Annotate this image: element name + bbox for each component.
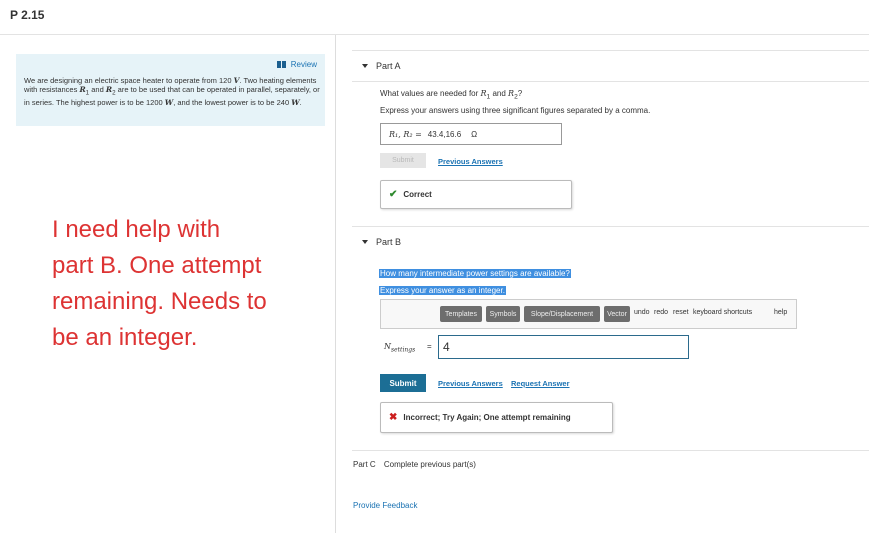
part-b-question: How many intermediate power settings are available? [380, 269, 570, 278]
problem-statement: We are designing an electric space heater to operate from 120 V. Two heating elements with resistances $R_1$ and $R_2$ are to be used that can be operated in parallel, separately, or in series. The highest power is to be 1200 W, and the lowest power is to be 240 W. [24, 76, 320, 107]
feedback-text: Correct [403, 190, 432, 199]
redo-button[interactable]: redo [654, 309, 669, 316]
part-b-top-rule [352, 226, 869, 227]
equation-toolbar [380, 299, 797, 329]
note-line: remaining. Needs to [52, 288, 267, 315]
provide-feedback-link[interactable]: Provide Feedback [353, 501, 418, 510]
note-line: I need help with [52, 216, 221, 243]
n-settings-label: $N_{settings}$ [384, 342, 416, 354]
equals-sign: = [427, 342, 432, 351]
part-b-answer-input[interactable]: 4 [438, 335, 689, 359]
caret-down-icon [362, 240, 368, 244]
note-line: part B. One attempt [52, 252, 262, 279]
keyboard-shortcuts-button[interactable]: keyboard shortcuts [693, 309, 753, 316]
part-a-header[interactable]: Part A [362, 61, 401, 71]
top-divider [0, 34, 869, 35]
part-c-row [353, 460, 476, 469]
part-a-previous-answers-link[interactable]: Previous Answers [438, 157, 503, 166]
part-b-feedback [380, 402, 613, 433]
answer-value: 43.4,16.6 [427, 129, 462, 139]
symbols-button[interactable]: Symbols [486, 306, 520, 322]
reset-button[interactable]: reset [673, 309, 689, 316]
review-link[interactable] [277, 60, 317, 69]
part-a-answer-field [380, 123, 562, 145]
part-c-header: Part C [353, 460, 376, 469]
slope-displacement-button[interactable]: Slope/Displacement [524, 306, 600, 322]
undo-button[interactable]: undo [634, 309, 650, 316]
part-a-top-rule [352, 50, 869, 51]
part-a-instruction: Express your answers using three significant figures separated by a comma. [380, 106, 651, 115]
part-b-submit-button[interactable]: Submit [380, 374, 426, 392]
request-answer-link[interactable]: Request Answer [511, 379, 570, 388]
unit-label: Ω [471, 129, 478, 139]
check-icon: ✔ [389, 189, 398, 200]
part-b-header[interactable]: Part B [362, 237, 401, 247]
part-c-status: Complete previous part(s) [383, 460, 476, 469]
part-b-instruction: Express your answer as an integer. [380, 286, 505, 295]
answer-label: R₁, R₂ = [389, 129, 422, 139]
book-icon [277, 61, 287, 68]
part-a-feedback [380, 180, 572, 209]
part-a-question: What values are needed for $R_1$ and $R_2$? [380, 89, 523, 101]
review-label: Review [290, 60, 317, 69]
page-title: P 2.15 [10, 8, 45, 22]
vector-button[interactable]: Vector [604, 306, 630, 322]
vertical-divider [335, 35, 336, 533]
note-line: be an integer. [52, 324, 198, 351]
templates-button[interactable]: Templates [440, 306, 482, 322]
part-a-header-rule [352, 81, 869, 82]
x-icon: ✖ [389, 412, 398, 423]
problem-panel [16, 54, 325, 126]
part-b-previous-answers-link[interactable]: Previous Answers [438, 379, 503, 388]
help-button[interactable]: help [774, 309, 788, 316]
help-note [52, 212, 312, 356]
caret-down-icon [362, 64, 368, 68]
part-a-submit-button[interactable]: Submit [380, 153, 426, 168]
feedback-text: Incorrect; Try Again; One attempt remaining [403, 413, 571, 422]
part-c-top-rule [352, 450, 869, 451]
